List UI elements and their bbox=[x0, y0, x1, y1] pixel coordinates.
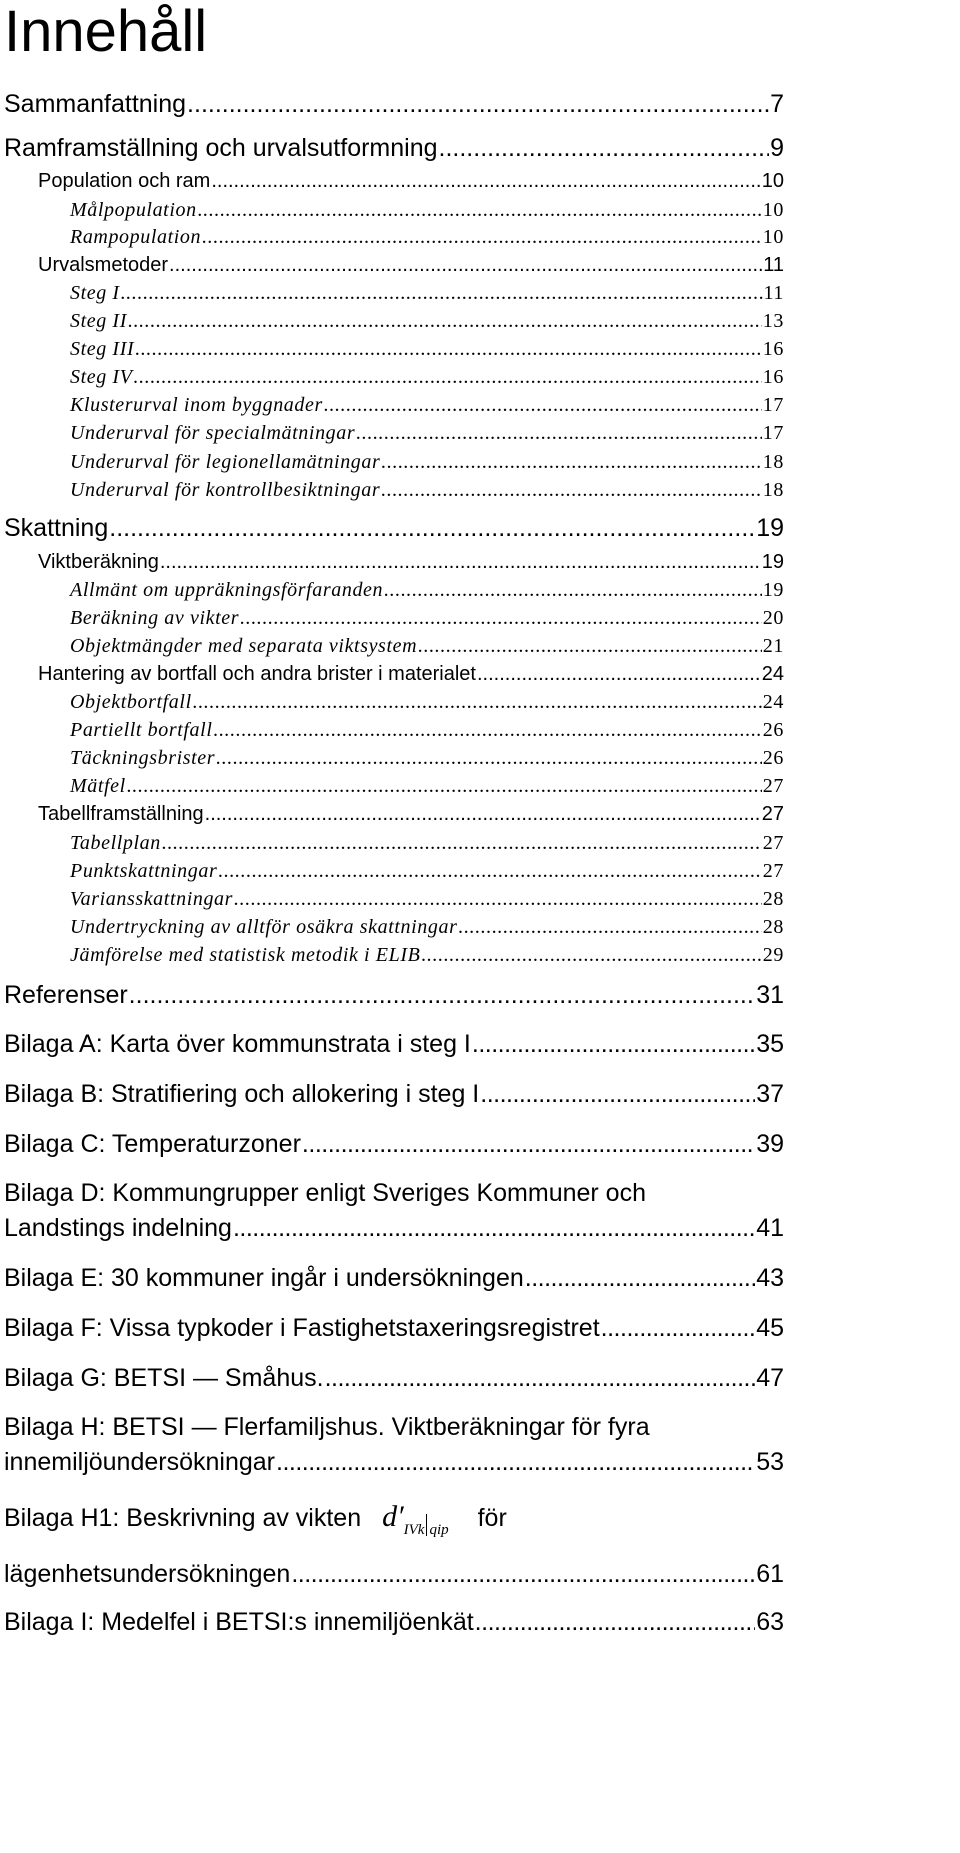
toc-entry-partiellt-bortfall[interactable] bbox=[70, 719, 784, 742]
toc-entry-label: Jämförelse med statistisk metodik i ELIB bbox=[70, 944, 421, 966]
toc-entry-page: 18 bbox=[762, 451, 784, 473]
toc-entry-bilaga-d[interactable] bbox=[4, 1214, 784, 1243]
toc-entry-label: innemiljöundersökningar bbox=[4, 1448, 275, 1476]
toc-entry-label: Målpopulation bbox=[70, 199, 197, 221]
toc-entry-page: 27 bbox=[762, 832, 784, 854]
toc-entry-punktskattningar[interactable] bbox=[70, 860, 784, 883]
toc-entry-page: 41 bbox=[756, 1214, 784, 1242]
toc-entry-underurval-special[interactable] bbox=[70, 422, 784, 445]
toc-entry-page: 63 bbox=[756, 1608, 784, 1636]
page-title: Innehåll bbox=[4, 0, 208, 64]
toc-entry-label: Täckningsbrister bbox=[70, 747, 216, 769]
toc-entry-page: 26 bbox=[762, 747, 784, 769]
toc-entry-label: Bilaga I: Medelfel i BETSI:s innemiljöenkät bbox=[4, 1608, 474, 1636]
toc-entry-page: 17 bbox=[762, 394, 784, 416]
toc-entry-malpopulation[interactable] bbox=[70, 199, 784, 222]
toc-entry-label: Skattning bbox=[4, 514, 109, 542]
toc-entry-page: 61 bbox=[756, 1560, 784, 1588]
toc-entry-page: 28 bbox=[762, 888, 784, 910]
toc-entry-label: Objektbortfall bbox=[70, 691, 192, 713]
toc-entry-label: Referenser bbox=[4, 981, 128, 1009]
toc-entry-page: 11 bbox=[763, 282, 784, 304]
toc-entry-bilaga-b[interactable] bbox=[4, 1080, 784, 1109]
toc-entry-jamforelse-elib[interactable] bbox=[70, 944, 784, 967]
toc-entry-population-och-ram[interactable] bbox=[38, 170, 784, 193]
toc-entry-label: Mätfel bbox=[70, 775, 126, 797]
toc-entry-label: Rampopulation bbox=[70, 226, 202, 248]
toc-entry-bilaga-c[interactable] bbox=[4, 1130, 784, 1159]
toc-entry-page: 35 bbox=[756, 1030, 784, 1058]
toc-entry-label: Partiellt bortfall bbox=[70, 719, 213, 741]
toc-entry-label: Steg IV bbox=[70, 366, 133, 388]
toc-entry-label: Steg II bbox=[70, 310, 127, 332]
toc-entry-label: Landstings indelning bbox=[4, 1214, 232, 1242]
toc-entry-page: 11 bbox=[763, 254, 784, 276]
toc-entry-label: Underurval för kontrollbesiktningar bbox=[70, 479, 381, 501]
toc-entry-page: 27 bbox=[762, 775, 784, 797]
toc-entry-page: 27 bbox=[762, 860, 784, 882]
toc-entry-tackningsbrister[interactable] bbox=[70, 747, 784, 770]
toc-entry-label: Bilaga C: Temperaturzoner bbox=[4, 1130, 301, 1158]
toc-entry-skattning[interactable] bbox=[4, 514, 784, 543]
toc-entry-allmant[interactable] bbox=[70, 579, 784, 602]
toc-entry-label: Bilaga A: Karta över kommunstrata i steg I bbox=[4, 1030, 471, 1058]
toc-entry-page: 53 bbox=[756, 1448, 784, 1476]
toc-entry-label: Bilaga G: BETSI — Småhus. bbox=[4, 1364, 324, 1392]
toc-entry-label: Viktberäkning bbox=[38, 551, 159, 573]
toc-entry-page: 10 bbox=[762, 226, 784, 248]
toc-entry-label: Bilaga B: Stratifiering och allokering i steg I bbox=[4, 1080, 480, 1108]
toc-entry-variansskattningar[interactable] bbox=[70, 888, 784, 911]
toc-entry-urvalsmetoder[interactable] bbox=[38, 254, 784, 277]
toc-entry-page: 13 bbox=[762, 310, 784, 332]
toc-entry-page: 16 bbox=[762, 338, 784, 360]
toc-entry-label: Bilaga E: 30 kommuner ingår i undersökningen bbox=[4, 1264, 524, 1292]
weight-symbol: $d'_{IVk}$ $_{qip}$ bbox=[382, 1500, 449, 1538]
toc-entry-page: 31 bbox=[756, 981, 784, 1009]
toc-entry-label-after: för bbox=[477, 1504, 507, 1532]
toc-entry-page: 7 bbox=[770, 90, 784, 118]
toc-entry-bilaga-h1-line1 bbox=[4, 1500, 507, 1539]
toc-entry-page: 17 bbox=[762, 422, 784, 444]
toc-entry-label: Punktskattningar bbox=[70, 860, 218, 882]
toc-entry-label: Tabellplan bbox=[70, 832, 161, 854]
toc-entry-page: 28 bbox=[762, 916, 784, 938]
toc-entry-label: Allmänt om uppräkningsförfaranden bbox=[70, 579, 384, 601]
toc-entry-bilaga-h[interactable] bbox=[4, 1448, 784, 1477]
toc-entry-objektbortfall[interactable] bbox=[70, 691, 784, 714]
toc-entry-bilaga-i[interactable] bbox=[4, 1608, 784, 1637]
toc-entry-label: Ramframställning och urvalsutformning bbox=[4, 134, 438, 162]
toc-entry-page: 43 bbox=[756, 1264, 784, 1292]
toc-entry-label: Objektmängder med separata viktsystem bbox=[70, 635, 418, 657]
toc-entry-matfel[interactable] bbox=[70, 775, 784, 798]
toc-entry-viktberakning[interactable] bbox=[38, 551, 784, 574]
toc-entry-label: Bilaga F: Vissa typkoder i Fastighetstaxeringsregistret bbox=[4, 1314, 600, 1342]
toc-entry-page: 39 bbox=[756, 1130, 784, 1158]
toc-entry-page: 37 bbox=[756, 1080, 784, 1108]
toc-entry-bilaga-f[interactable] bbox=[4, 1314, 784, 1343]
toc-entry-page: 10 bbox=[762, 199, 784, 221]
toc-entry-bilaga-a[interactable] bbox=[4, 1030, 784, 1059]
toc-entry-page: 26 bbox=[762, 719, 784, 741]
toc-entry-page: 24 bbox=[761, 663, 784, 685]
toc-entry-label: Underurval för legionellamätningar bbox=[70, 451, 381, 473]
toc-entry-page: 47 bbox=[756, 1364, 784, 1392]
toc-entry-bilaga-h1[interactable] bbox=[4, 1560, 784, 1589]
toc-entry-steg-ii[interactable] bbox=[70, 310, 784, 333]
toc-entry-hantering-bortfall[interactable] bbox=[38, 663, 784, 686]
toc-entry-label: Hantering av bortfall och andra brister i materialet bbox=[38, 663, 476, 685]
toc-entry-underurval-kontroll[interactable] bbox=[70, 479, 784, 502]
toc-entry-label: Steg III bbox=[70, 338, 135, 360]
toc-entry-page: 19 bbox=[762, 579, 784, 601]
toc-entry-page: 27 bbox=[761, 803, 784, 825]
toc-entry-label: Bilaga H1: Beskrivning av vikten bbox=[4, 1504, 362, 1532]
toc-entry-steg-iii[interactable] bbox=[70, 338, 784, 361]
toc-entry-sammanfattning[interactable] bbox=[4, 90, 784, 119]
toc-entry-ramframstallning[interactable] bbox=[4, 134, 784, 163]
toc-entry-label: Variansskattningar bbox=[70, 888, 234, 910]
toc-entry-undertryckning[interactable] bbox=[70, 916, 784, 939]
toc-entry-page: 45 bbox=[756, 1314, 784, 1342]
toc-entry-steg-i[interactable] bbox=[70, 282, 784, 305]
toc-entry-page: 19 bbox=[761, 551, 784, 573]
toc-entry-label: Beräkning av vikter bbox=[70, 607, 240, 629]
toc-entry-berakning-vikter[interactable] bbox=[70, 607, 784, 630]
toc-entry-referenser[interactable] bbox=[4, 981, 784, 1010]
toc-entry-bilaga-e[interactable] bbox=[4, 1264, 784, 1293]
toc-entry-page: 9 bbox=[770, 134, 784, 162]
toc-entry-objektmangder[interactable] bbox=[70, 635, 784, 658]
toc-entry-page: 29 bbox=[762, 944, 784, 966]
toc-entry-label: lägenhetsundersökningen bbox=[4, 1560, 291, 1588]
toc-entry-page: 20 bbox=[762, 607, 784, 629]
toc-entry-bilaga-g[interactable] bbox=[4, 1364, 784, 1393]
toc-entry-bilaga-d-line1: Bilaga D: Kommungrupper enligt Sveriges Kommuner och bbox=[4, 1179, 646, 1207]
toc-entry-label: Undertryckning av alltför osäkra skattningar bbox=[70, 916, 458, 938]
toc-entry-page: 21 bbox=[762, 635, 784, 657]
toc-entry-steg-iv[interactable] bbox=[70, 366, 784, 389]
toc-entry-label: Sammanfattning bbox=[4, 90, 187, 118]
toc-entry-label: Steg I bbox=[70, 282, 120, 304]
toc-entry-page: 19 bbox=[756, 514, 784, 542]
toc-entry-tabellplan[interactable] bbox=[70, 832, 784, 855]
toc-entry-label: Urvalsmetoder bbox=[38, 254, 169, 276]
toc-entry-label: Population och ram bbox=[38, 170, 211, 192]
toc-entry-page: 10 bbox=[761, 170, 784, 192]
toc-entry-page: 18 bbox=[762, 479, 784, 501]
toc-entry-page: 24 bbox=[762, 691, 784, 713]
toc-entry-tabellframstallning[interactable] bbox=[38, 803, 784, 826]
toc-entry-label: Tabellframställning bbox=[38, 803, 204, 825]
toc-entry-page: 16 bbox=[762, 366, 784, 388]
toc-entry-bilaga-h-line1: Bilaga H: BETSI — Flerfamiljshus. Viktberäkningar för fyra bbox=[4, 1413, 650, 1441]
toc-entry-rampopulation[interactable] bbox=[70, 226, 784, 249]
toc-entry-klusterurval[interactable] bbox=[70, 394, 784, 417]
toc-entry-label: Underurval för specialmätningar bbox=[70, 422, 356, 444]
toc-entry-underurval-legionella[interactable] bbox=[70, 451, 784, 474]
toc-entry-label: Klusterurval inom byggnader bbox=[70, 394, 323, 416]
